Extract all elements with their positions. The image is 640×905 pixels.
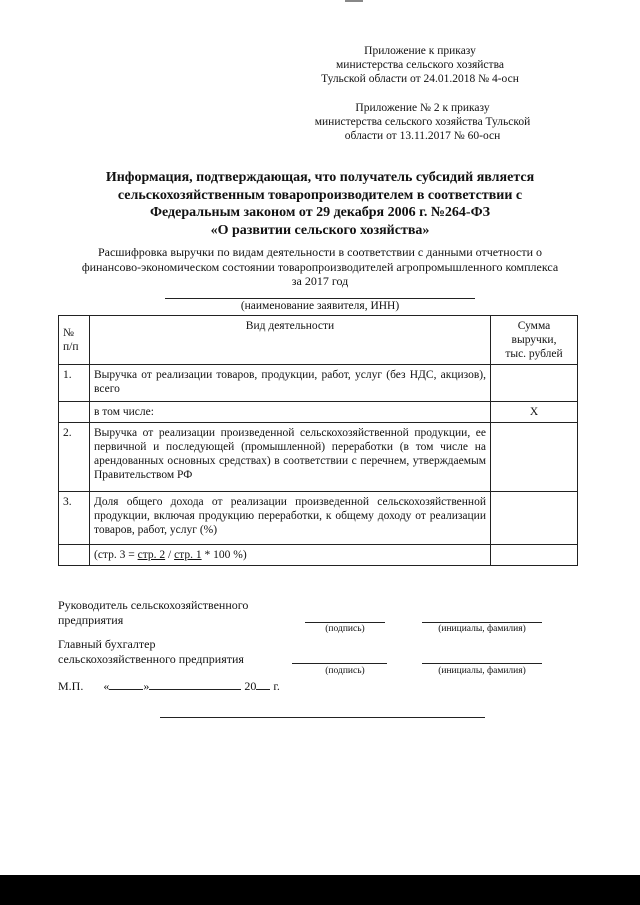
scan-artifact bbox=[345, 0, 363, 2]
row-num: 2. bbox=[59, 423, 90, 492]
header-sum-line: выручки, bbox=[511, 334, 557, 346]
signatory-line: предприятия bbox=[58, 613, 124, 627]
header-num-line: № bbox=[63, 327, 74, 339]
title-line: Федеральным законом от 29 декабря 2006 г. №264-ФЗ bbox=[149, 205, 491, 220]
formula-prefix: (стр. 3 = bbox=[94, 549, 138, 561]
row-sum-cell: X bbox=[491, 402, 578, 423]
appendix-line: Тульской области от 24.01.2018 № 4-осн bbox=[321, 73, 519, 85]
appendix-line: области от 13.11.2017 № 60-осн bbox=[344, 130, 501, 142]
scan-border-bar bbox=[0, 875, 640, 905]
header-activity: Вид деятельности bbox=[90, 316, 491, 365]
initials-caption: (инициалы, фамилия) bbox=[438, 624, 526, 634]
accountant-name-field[interactable] bbox=[422, 663, 542, 664]
initials-caption: (инициалы, фамилия) bbox=[438, 666, 526, 676]
row-activity: Выручка от реализации произведенной сельскохозяйственной продукции, ее первичной и последующей (промышленной) переработки (в том числе на арендованных основных средствах) в соответствии с перечнем, утверждаемым Правительством РФ bbox=[90, 423, 491, 492]
header-sum-line: Сумма bbox=[517, 320, 551, 332]
formula-ref-row2: стр. 2 bbox=[137, 549, 166, 561]
signatory-line: сельскохозяйственного предприятия bbox=[58, 652, 244, 666]
date-year-suffix: г. bbox=[270, 679, 280, 693]
stamp-place-label: М.П. bbox=[58, 679, 84, 693]
signature-caption: (подпись) bbox=[325, 624, 365, 634]
signature-caption: (подпись) bbox=[325, 666, 365, 676]
subtitle-line: за 2017 год bbox=[291, 274, 349, 288]
stamp-date-line bbox=[58, 679, 280, 694]
row-num: 3. bbox=[59, 492, 90, 545]
accountant-signature-field[interactable] bbox=[292, 663, 387, 664]
title-line: сельскохозяйственным товаропроизводителем в соответствии с bbox=[117, 187, 523, 203]
appendix-line: Приложение к приказу bbox=[364, 45, 476, 57]
row-sum-cell bbox=[491, 545, 578, 566]
row-sum-cell[interactable] bbox=[491, 492, 578, 545]
table-row bbox=[59, 365, 578, 402]
row-activity: в том числе: bbox=[90, 402, 491, 423]
bottom-divider bbox=[160, 717, 485, 718]
appendix-line: министерства сельского хозяйства Тульской bbox=[314, 116, 531, 128]
applicant-caption: (наименование заявителя, ИНН) bbox=[240, 300, 400, 312]
head-name-field[interactable] bbox=[422, 622, 542, 623]
header-num bbox=[59, 316, 90, 365]
formula-suffix: * 100 %) bbox=[201, 549, 247, 561]
date-month-field[interactable] bbox=[149, 689, 241, 690]
date-open-quote: « bbox=[103, 679, 110, 693]
date-close-quote: » bbox=[143, 679, 150, 693]
table-row bbox=[59, 402, 578, 423]
applicant-name-field[interactable] bbox=[165, 298, 475, 299]
title-line: Информация, подтверждающая, что получатель субсидий является bbox=[105, 170, 535, 185]
head-signature-field[interactable] bbox=[305, 622, 385, 623]
appendix-original-order bbox=[290, 101, 555, 143]
formula-slash: / bbox=[165, 549, 175, 561]
appendix-current-order bbox=[300, 44, 540, 86]
header-num-line: п/п bbox=[63, 341, 79, 353]
date-year-prefix: 20 bbox=[244, 679, 257, 693]
row-num: 1. bbox=[59, 365, 90, 402]
appendix-line: министерства сельского хозяйства bbox=[336, 59, 504, 71]
date-year-field[interactable] bbox=[256, 689, 270, 690]
formula-ref-row1: стр. 1 bbox=[174, 549, 202, 561]
document-title bbox=[70, 169, 570, 239]
table-header-row bbox=[59, 316, 578, 365]
date-day-field[interactable] bbox=[109, 689, 143, 690]
header-sum-line: тыс. рублей bbox=[505, 348, 563, 360]
subtitle-line: Расшифровка выручки по видам деятельности в соответствии с данными отчетности о bbox=[97, 245, 543, 259]
row-num bbox=[59, 402, 90, 423]
table-row bbox=[59, 492, 578, 545]
formula-text bbox=[90, 545, 491, 566]
table-row bbox=[59, 423, 578, 492]
table-row bbox=[59, 545, 578, 566]
row-activity: Выручка от реализации товаров, продукции, работ, услуг (без НДС, акцизов), всего bbox=[90, 365, 491, 402]
appendix-line: Приложение № 2 к приказу bbox=[355, 102, 490, 114]
revenue-table bbox=[58, 315, 578, 566]
subtitle-line: финансово-экономическом состоянии товаропроизводителей агропромышленного комплекса bbox=[81, 259, 559, 274]
row-sum-cell[interactable] bbox=[491, 365, 578, 402]
document-subtitle bbox=[50, 245, 590, 289]
header-sum bbox=[491, 316, 578, 365]
signatory-line: Главный бухгалтер bbox=[58, 637, 156, 651]
head-signatory-label bbox=[58, 598, 288, 628]
signatory-line: Руководитель сельскохозяйственного bbox=[58, 598, 249, 612]
row-num bbox=[59, 545, 90, 566]
row-sum-cell[interactable] bbox=[491, 423, 578, 492]
title-line: «О развитии сельского хозяйства» bbox=[210, 222, 430, 238]
accountant-signatory-label bbox=[58, 637, 288, 667]
row-activity: Доля общего дохода от реализации произведенной сельскохозяйственной продукции, включая продукцию переработки, к общему доходу от реализации товаров, работ, услуг (%) bbox=[90, 492, 491, 545]
